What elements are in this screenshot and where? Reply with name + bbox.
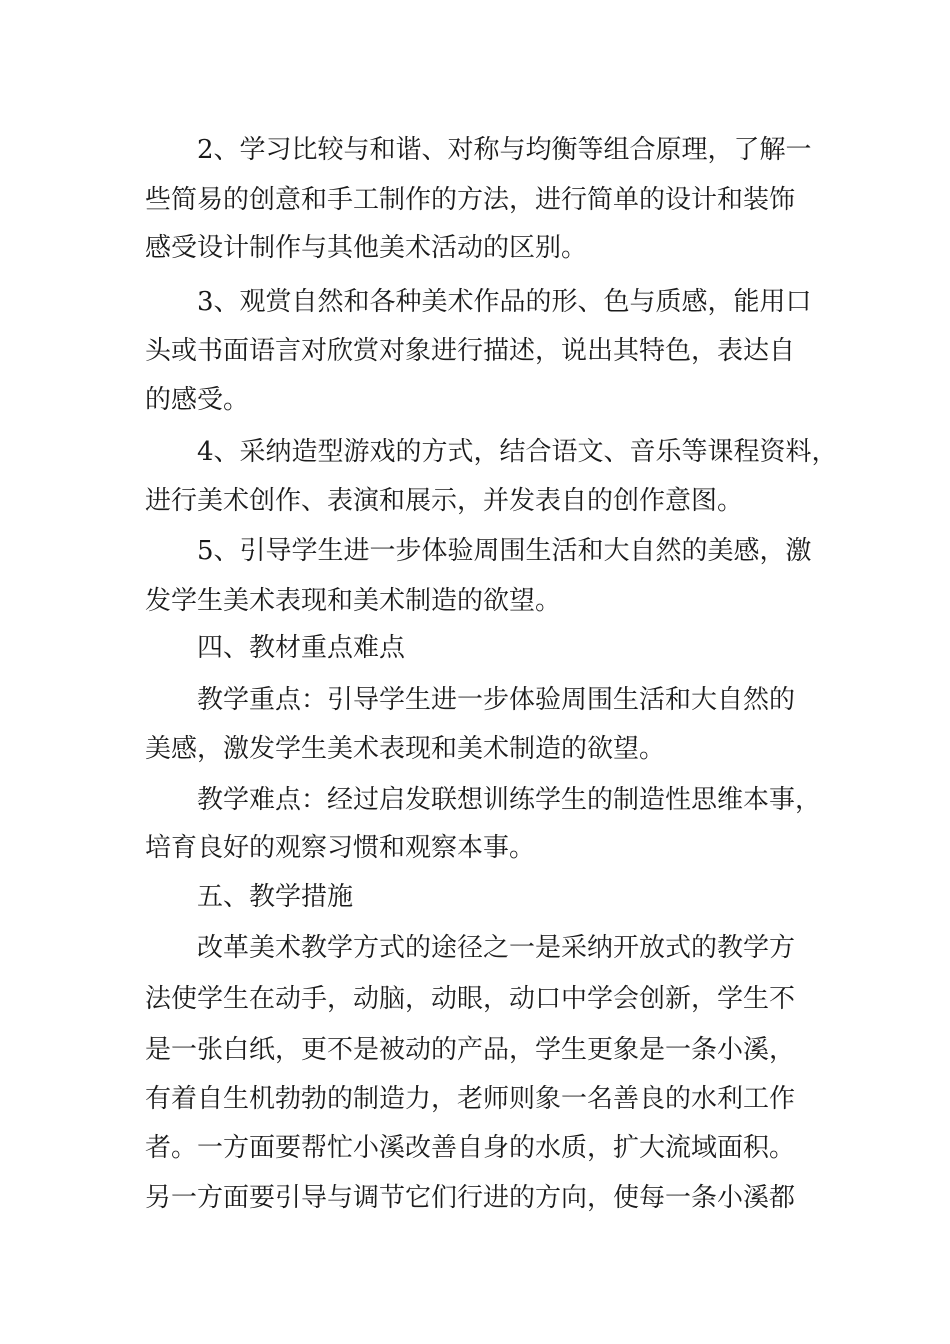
- text-line: 些简易的创意和手工制作的方法，进行简单的设计和装饰: [145, 185, 796, 215]
- text-line: 感受设计制作与其他美术活动的区别。: [145, 233, 588, 263]
- text-line: 者。一方面要帮忙小溪改善自身的水质，扩大流域面积。: [145, 1133, 796, 1163]
- text-line: 培育良好的观察习惯和观察本事。: [145, 833, 536, 863]
- text-line: 进行美术创作、表演和展示，并发表自的创作意图。: [145, 486, 744, 516]
- text-line: 2、学习比较与和谐、对称与均衡等组合原理，了解一: [145, 135, 812, 165]
- text-line: 3、观赏自然和各种美术作品的形、色与质感，能用口: [145, 287, 812, 317]
- text-line: 的感受。: [145, 385, 250, 415]
- text-line: 美感，激发学生美术表现和美术制造的欲望。: [145, 734, 666, 764]
- section-heading: 四、教材重点难点: [145, 633, 406, 663]
- text-line: 5、引导学生进一步体验周围生活和大自然的美感，激: [145, 536, 812, 566]
- text-line: 另一方面要引导与调节它们行进的方向，使每一条小溪都: [145, 1183, 796, 1213]
- text-line: 改革美术教学方式的途径之一是采纳开放式的教学方: [145, 933, 796, 963]
- text-line: 教学难点：经过启发联想训练学生的制造性思维本事，: [145, 785, 822, 815]
- text-line: 教学重点：引导学生进一步体验周围生活和大自然的: [145, 685, 796, 715]
- text-line: 头或书面语言对欣赏对象进行描述，说出其特色，表达自: [145, 336, 796, 366]
- text-line: 法使学生在动手，动脑，动眼，动口中学会创新，学生不: [145, 984, 796, 1014]
- text-line: 有着自生机勃勃的制造力，老师则象一名善良的水利工作: [145, 1084, 796, 1114]
- text-line: 是一张白纸，更不是被动的产品，学生更象是一条小溪，: [145, 1035, 796, 1065]
- text-line: 4、采纳造型游戏的方式，结合语文、音乐等课程资料，: [145, 437, 838, 467]
- text-line: 发学生美术表现和美术制造的欲望。: [145, 586, 562, 616]
- section-heading: 五、教学措施: [145, 882, 354, 912]
